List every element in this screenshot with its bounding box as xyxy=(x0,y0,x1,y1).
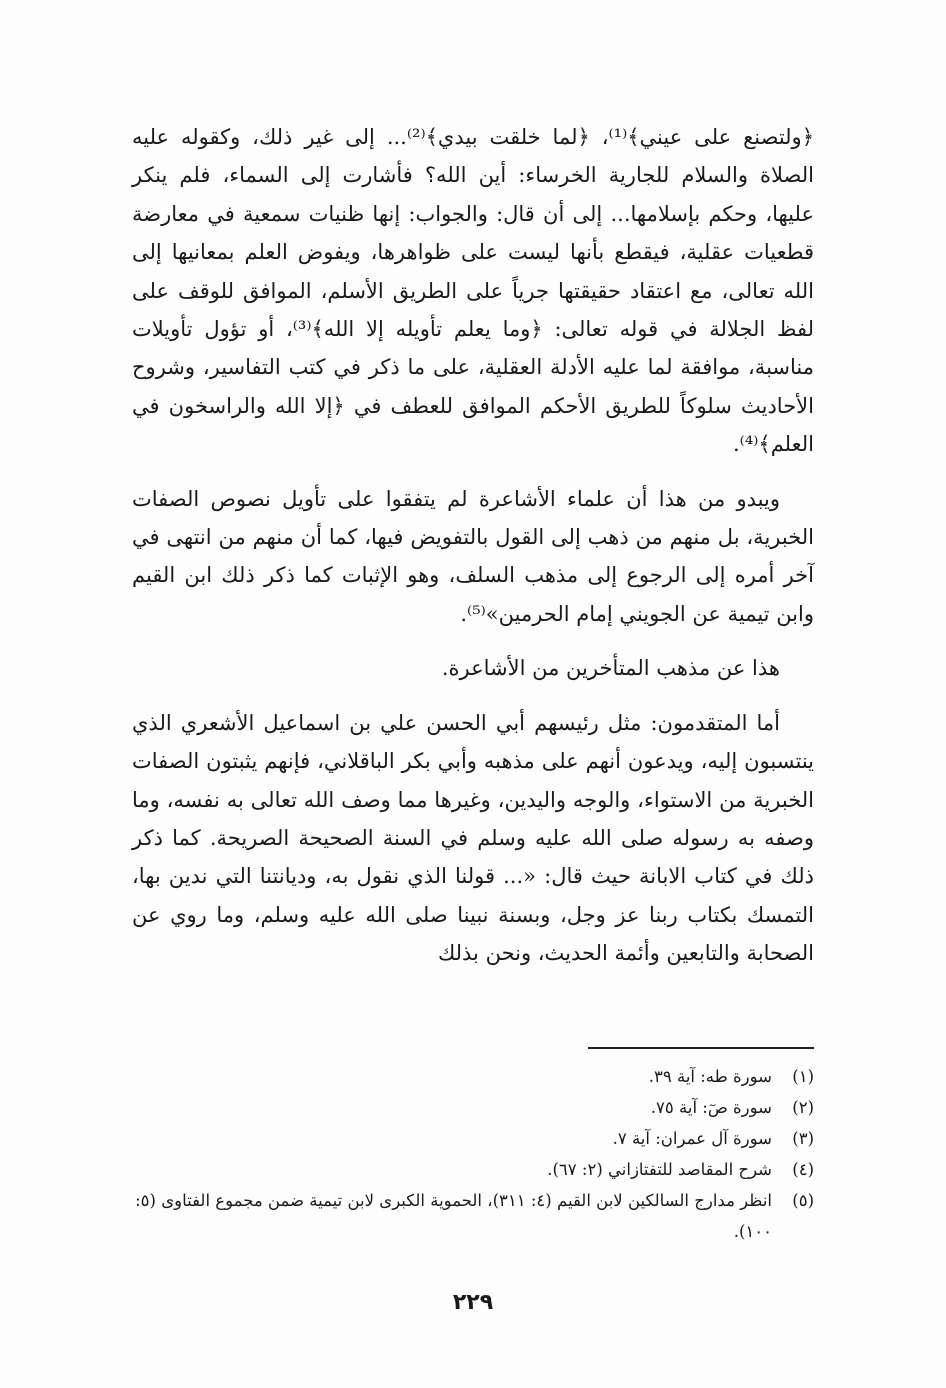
paragraph-3: هذا عن مذهب المتأخرين من الأشاعرة. xyxy=(441,656,780,681)
paragraph-1: ﴿ولتصنع على عيني﴾⁽¹⁾، ﴿لما خلقت بيدي﴾⁽²⁾... إلى غير ذلك، وكقوله عليه الصلاة والسلام للجارية الخرساء: أين الله؟ فأشارت إلى السماء، فلم ينكر عليها، وحكم بإسلامها... إلى أن قال: والجواب: إنها ظنيات سمعية في معارضة قطعيات عقلية، فيقطع بأنها ليست على ظواهرها، ويفوض العلم بمعانيها إلى الله تعالى، مع اعتقاد حقيقتها جرياً على الطريق الأسلم، الموافق للوقف على لفظ الجلالة في قوله تعالى: ﴿وما يعلم تأويله إلا الله﴾⁽³⁾، أو تؤول تأويلات مناسبة، موافقة لما عليه الأدلة العقلية، على ما ذكر في كتب التفاسير، وشروح الأحاديث سلوكاً للطريق الأحكم الموافق للعطف في ﴿إلا الله والراسخون في العلم﴾⁽⁴⁾. xyxy=(132,125,814,457)
footnote-number: (٤) xyxy=(792,1160,814,1179)
page-number: ٢٢٩ xyxy=(452,1290,494,1315)
footnote-text: سورة صٓ: آية ٧٥. xyxy=(650,1098,772,1117)
footnote-text: شرح المقاصد للتفتازاني (٢: ٦٧). xyxy=(547,1160,772,1179)
footnote-5 xyxy=(132,1185,814,1247)
footnotes xyxy=(132,1061,814,1247)
footnote-3 xyxy=(132,1123,814,1154)
footnote-4 xyxy=(132,1154,814,1185)
paragraph-2: ويبدو من هذا أن علماء الأشاعرة لم يتفقوا على تأويل نصوص الصفات الخبرية، بل منهم من ذهب إلى القول بالتفويض فيها، كما أن منهم من انتهى في آخر أمره إلى الرجوع إلى مذهب السلف، وهو الإثبات كما ذكر ذلك ابن القيم وابن تيمية عن الجويني إمام الحرمين»⁽⁵⁾. xyxy=(132,486,814,626)
footnote-separator xyxy=(588,1047,814,1049)
footnote-text: سورة آل عمران: آية ٧. xyxy=(612,1129,772,1148)
footnote-1 xyxy=(132,1061,814,1092)
footnote-text: سورة طه: آية ٣٩. xyxy=(648,1067,772,1086)
footnote-2 xyxy=(132,1092,814,1123)
paragraph-4: أما المتقدمون: مثل رئيسهم أبي الحسن علي بن اسماعيل الأشعري الذي ينتسبون إليه، ويدعون أنهم على مذهبه وأبي بكر الباقلاني، فإنهم يثبتون الصفات الخبرية من الاستواء، والوجه واليدين، وغيرها مما وصف الله تعالى به نفسه، وما وصفه به رسوله صلى الله عليه وسلم في السنة الصحيحة الصريحة. كما ذكر ذلك في كتاب الابانة حيث قال: «... قولنا الذي نقول به، وديانتنا التي ندين بها، التمسك بكتاب ربنا عز وجل، وبسنة نبينا صلى الله عليه وسلم، وما روي عن الصحابة والتابعين وأئمة الحديث، ونحن بذلك xyxy=(132,710,814,966)
footnote-number: (٣) xyxy=(792,1129,814,1148)
footnote-number: (٥) xyxy=(792,1191,814,1210)
footnote-number: (٢) xyxy=(792,1098,814,1117)
main-text xyxy=(132,118,814,989)
footnote-number: (١) xyxy=(792,1067,814,1086)
footnote-text: انظر مدارج السالكين لابن القيم (٤: ٣١١)، الحموية الكبرى لابن تيمية ضمن مجموع الفتاوى (٥: ١٠٠). xyxy=(135,1191,772,1241)
